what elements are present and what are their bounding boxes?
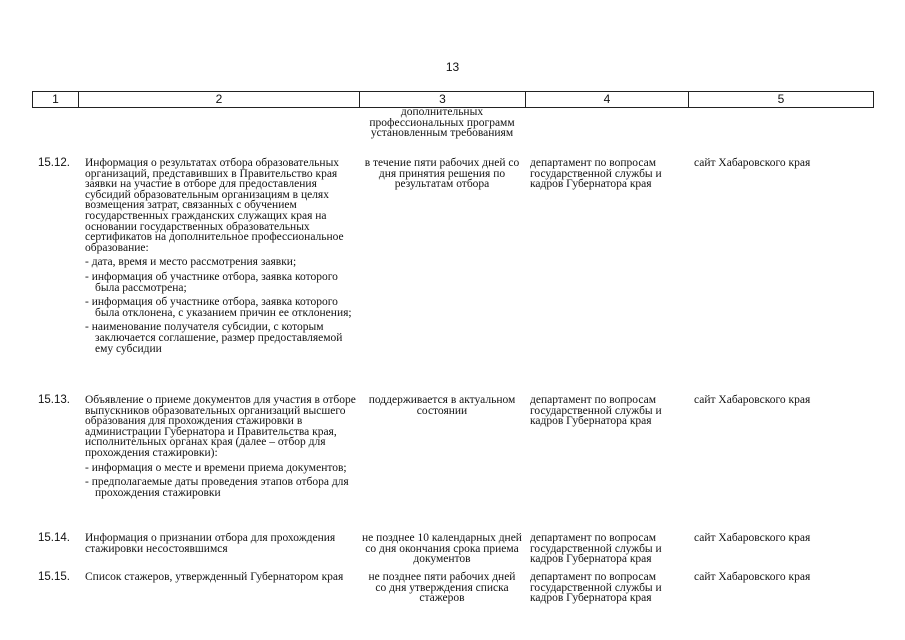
row-text: Информация о результатах отбора образовательных организаций, представивших в Правительство края заявки на участие в отборе для предоставления субсидий образовательным организациям в целях возмещения затрат, связанных с обучением государственных гражданских служащих края на основании государственных образовательных сертификатов на дополнительное профессиональное образование:: [85, 157, 344, 254]
row-description: [85, 158, 357, 354]
row-number: 15.12.: [38, 157, 70, 169]
row-number: 15.13.: [38, 394, 70, 406]
row-term: в течение пяти рабочих дней со дня принятия решения по результатам отбора: [364, 157, 520, 191]
row-place: сайт Хабаровского края: [694, 394, 811, 406]
header-col-5: 5: [689, 92, 874, 108]
row-term: не позднее 10 календарных дней со дня окончания срока приема документов: [362, 532, 522, 566]
continuation-term: дополнительных профессиональных программ установленным требованиям: [369, 106, 515, 140]
list-item: - наименование получателя субсидии, с которым заключается соглашение, размер предоставляемой ему субсидии: [85, 321, 343, 355]
list-item: - дата, время и место рассмотрения заявки;: [85, 256, 297, 269]
row-responsible: департамент по вопросам государственной службы и кадров Губернатора края: [530, 571, 662, 605]
header-col-3: 3: [360, 92, 526, 108]
row-number: 15.15.: [38, 571, 70, 583]
row-responsible: департамент по вопросам государственной службы и кадров Губернатора края: [530, 394, 662, 428]
list-item: - информация об участнике отбора, заявка которого была рассмотрена;: [85, 270, 338, 294]
row-text: Список стажеров, утвержденный Губернатором края: [85, 571, 344, 583]
row-responsible: департамент по вопросам государственной службы и кадров Губернатора края: [530, 157, 662, 191]
row-text: Информация о признании отбора для прохождения стажировки несостоявшимся: [85, 532, 336, 555]
row-place: сайт Хабаровского края: [694, 571, 811, 583]
row-number: 15.14.: [38, 532, 70, 544]
list-item: - информация о месте и времени приема документов;: [85, 461, 347, 474]
list-item: - информация об участнике отбора, заявка которого была отклонена, с указанием причин ее отклонения;: [85, 296, 352, 319]
page-number: 13: [445, 60, 460, 74]
row-text: Объявление о приеме документов для участия в отборе выпускников образовательных организаций высшего образования для прохождения стажировки в администрации Губернатора и Правительства края, исполнительных органах края (далее – отбор для прохождения стажировки):: [85, 394, 356, 459]
list-item: - предполагаемые даты проведения этапов отбора для прохождения стажировки: [85, 476, 349, 499]
row-description: [85, 395, 357, 498]
row-term: поддерживается в актуальном состоянии: [368, 394, 516, 417]
row-term: не позднее пяти рабочих дней со дня утверждения списка стажеров: [368, 571, 516, 605]
header-col-1: 1: [33, 92, 79, 108]
header-col-2: 2: [79, 92, 360, 108]
row-place: сайт Хабаровского края: [694, 532, 811, 544]
row-responsible: департамент по вопросам государственной службы и кадров Губернатора края: [530, 532, 662, 566]
row-place: сайт Хабаровского края: [694, 157, 811, 169]
header-col-4: 4: [526, 92, 689, 108]
